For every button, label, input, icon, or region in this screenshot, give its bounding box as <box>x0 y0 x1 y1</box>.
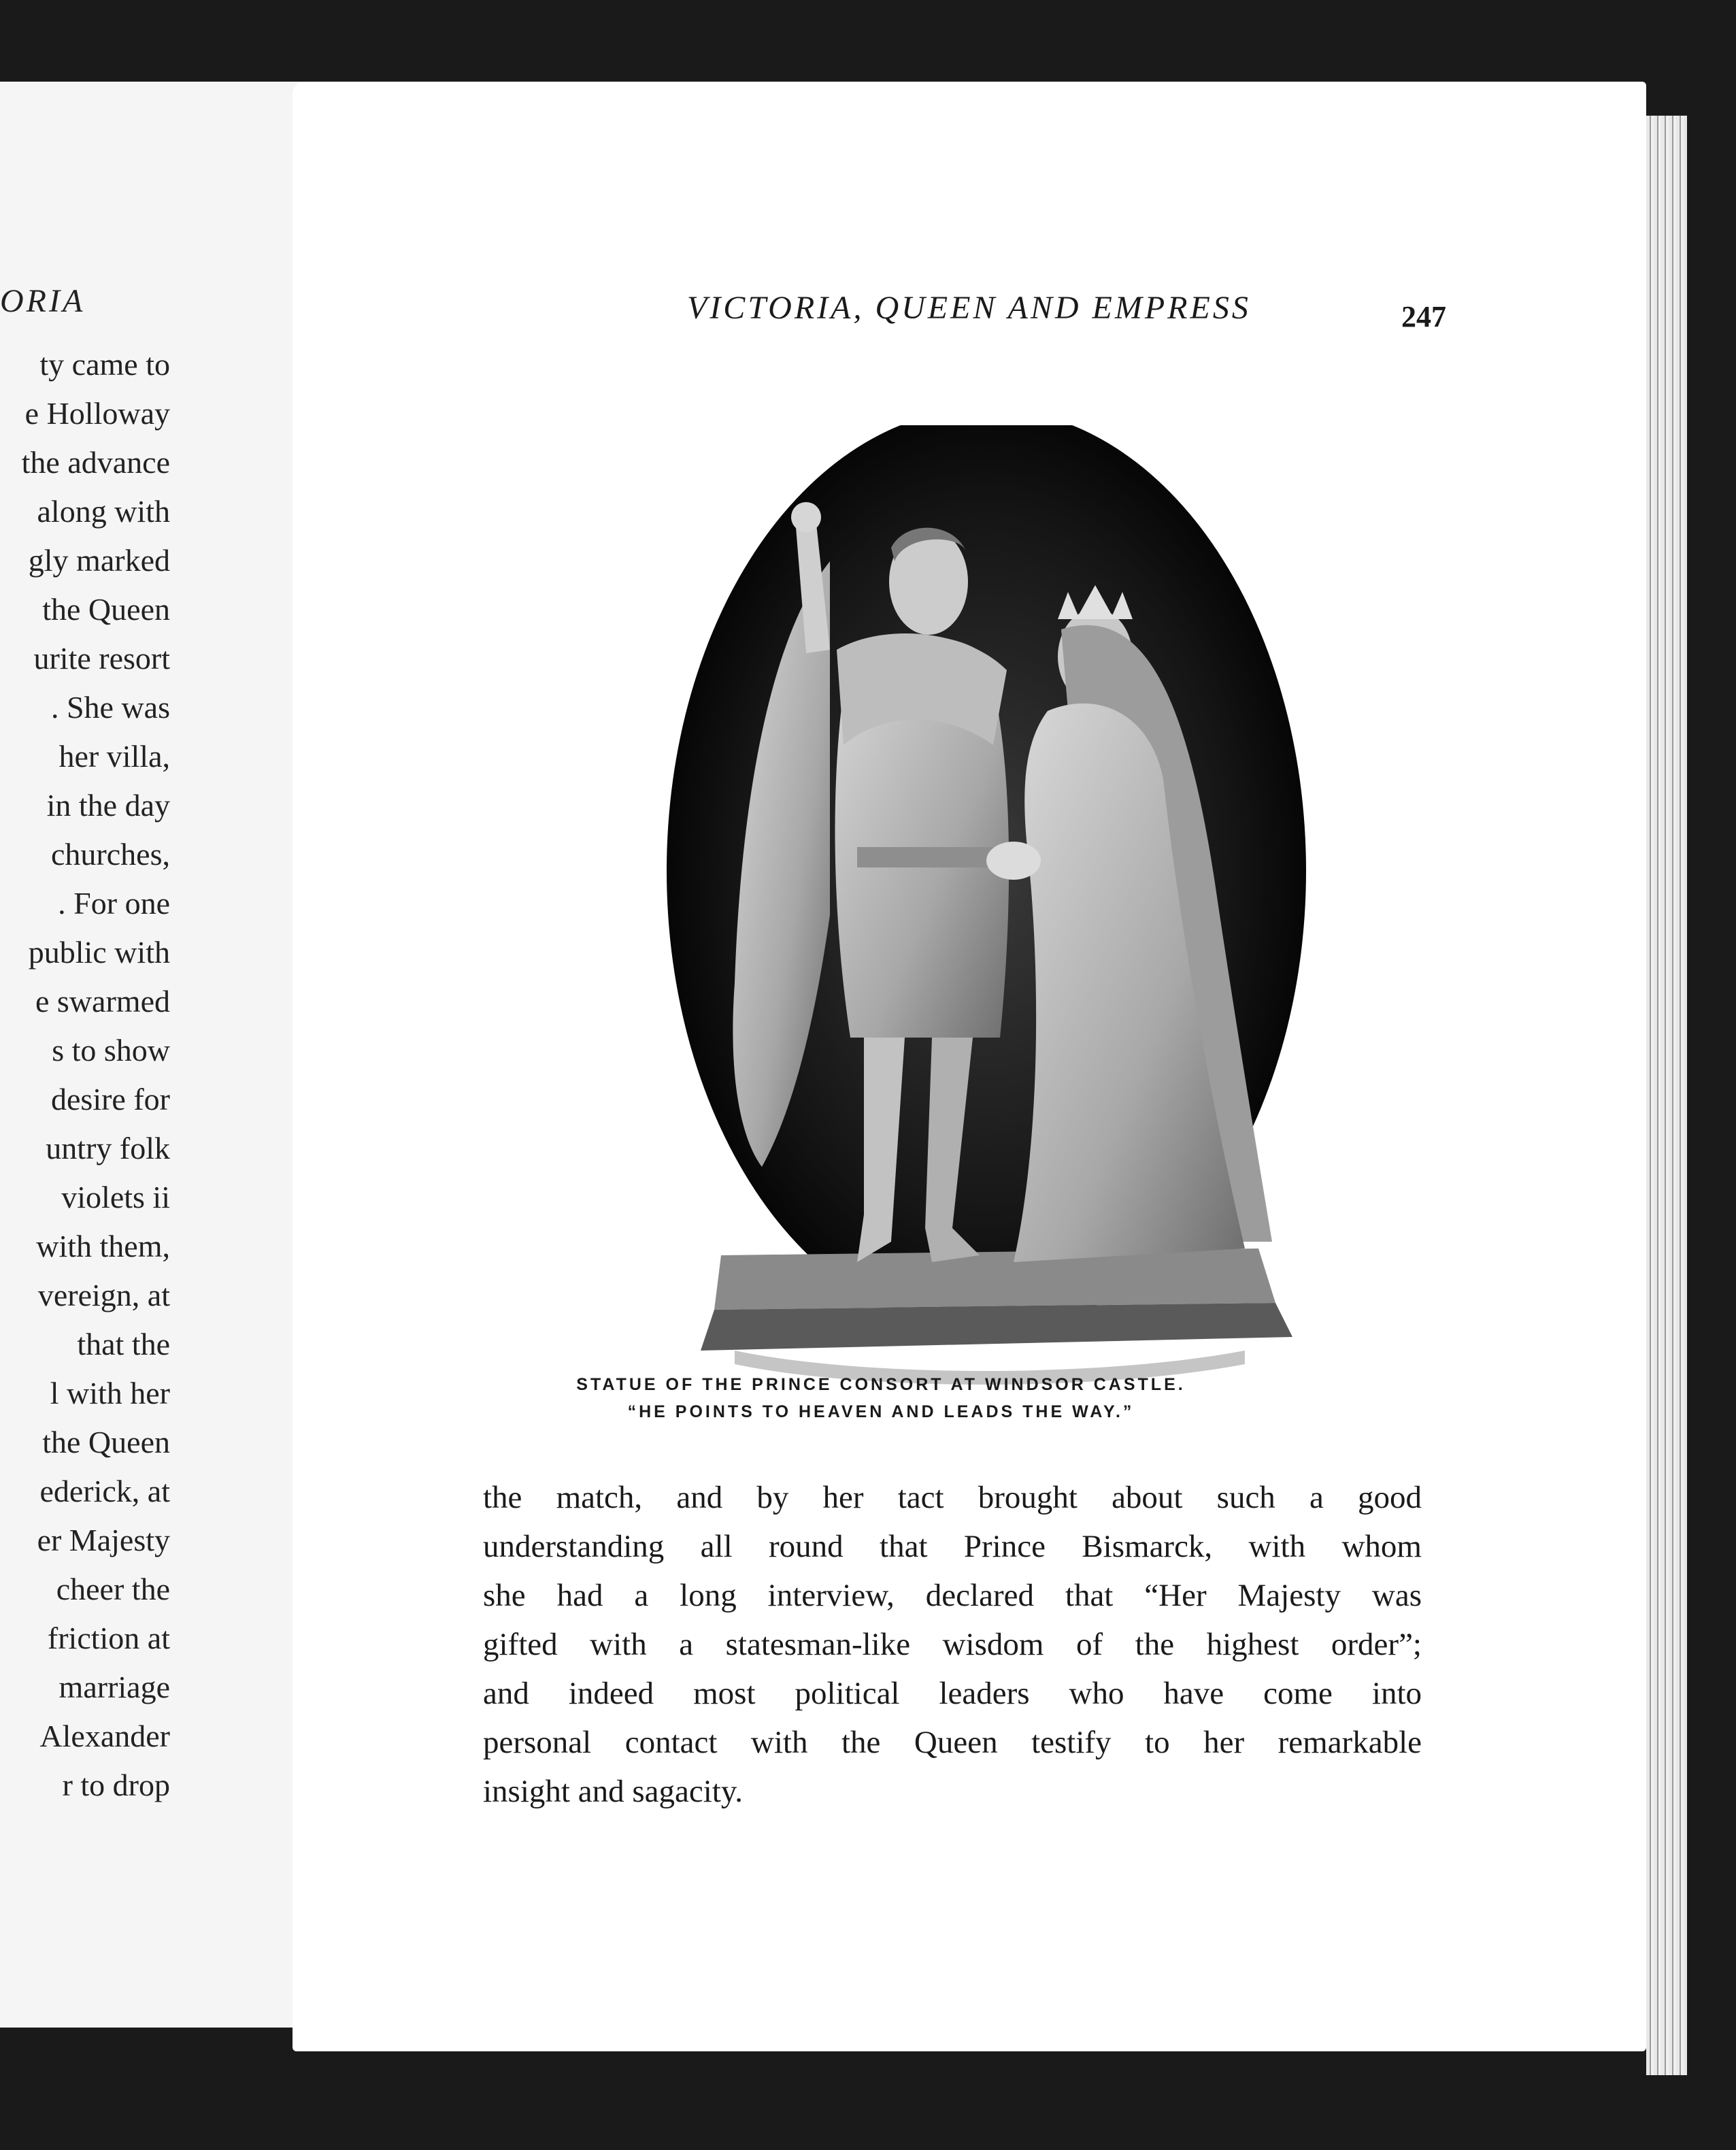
body-text-line: understanding all round that Prince Bismarck, with whom <box>483 1529 1422 1564</box>
left-text-line: cheer the <box>56 1572 170 1606</box>
left-text-line: the Queen <box>42 592 170 627</box>
left-text-line: along with <box>37 494 170 529</box>
left-text-line: ty came to <box>39 347 170 382</box>
left-text-line: churches, <box>51 837 170 872</box>
body-text-line: she had a long interview, declared that “Her Majesty was <box>483 1578 1422 1613</box>
left-text-line: her villa, <box>59 739 170 774</box>
left-text-line: in the day <box>46 788 170 823</box>
left-text-line: with them, <box>36 1229 170 1263</box>
left-text-line: public with <box>28 935 170 970</box>
left-text-line: friction at <box>47 1621 170 1655</box>
body-text-line: and indeed most political leaders who have come into <box>483 1676 1422 1711</box>
left-text-line: s to show <box>52 1033 170 1068</box>
clasped-hands <box>986 842 1041 880</box>
figure-caption <box>429 1371 1333 1425</box>
left-text-line: untry folk <box>46 1131 170 1165</box>
page-edges <box>1646 116 1687 2075</box>
left-text-line: gly marked <box>28 543 170 578</box>
left-page-text <box>0 340 170 1810</box>
caption-line-1: STATUE OF THE PRINCE CONSORT AT WINDSOR CASTLE. <box>576 1375 1186 1394</box>
page-number: 247 <box>1401 300 1446 333</box>
body-text-line: insight and sagacity. <box>483 1774 744 1809</box>
left-text-line: vereign, at <box>37 1278 170 1312</box>
body-text-line: personal contact with the Queen testify to her remarkable <box>483 1725 1422 1760</box>
left-text-line: the Queen <box>42 1425 170 1459</box>
left-text-line: . She was <box>50 690 170 725</box>
left-text-line: violets ii <box>61 1180 170 1214</box>
left-text-line: marriage <box>59 1670 170 1704</box>
body-text-line: gifted with a statesman-like wisdom of the highest order”; <box>483 1627 1422 1662</box>
left-page <box>0 82 320 2028</box>
left-text-line: the advance <box>21 445 170 480</box>
left-text-line: Alexander <box>39 1719 170 1753</box>
left-running-head: ORIA <box>0 283 86 319</box>
left-text-line: r to drop <box>62 1768 170 1802</box>
left-text-line: . For one <box>58 886 170 921</box>
statue-illustration <box>660 425 1320 1398</box>
plinth <box>714 1248 1275 1310</box>
left-text-line: desire for <box>51 1082 170 1117</box>
running-head: VICTORIA, QUEEN AND EMPRESS <box>687 290 1251 326</box>
body-text-line: the match, and by her tact brought about such a good <box>483 1480 1422 1515</box>
body-text <box>483 1473 1422 1816</box>
left-text-line: that the <box>77 1327 170 1361</box>
left-text-line: urite resort <box>33 641 170 676</box>
left-text-line: e swarmed <box>35 984 170 1019</box>
left-text-line: er Majesty <box>37 1523 170 1557</box>
caption-line-2: “HE POINTS TO HEAVEN AND LEADS THE WAY.” <box>627 1402 1135 1421</box>
right-page <box>293 82 1646 2051</box>
left-text-line: ederick, at <box>39 1474 170 1508</box>
left-text-line: l with her <box>50 1376 170 1410</box>
left-text-line: e Holloway <box>24 396 170 431</box>
